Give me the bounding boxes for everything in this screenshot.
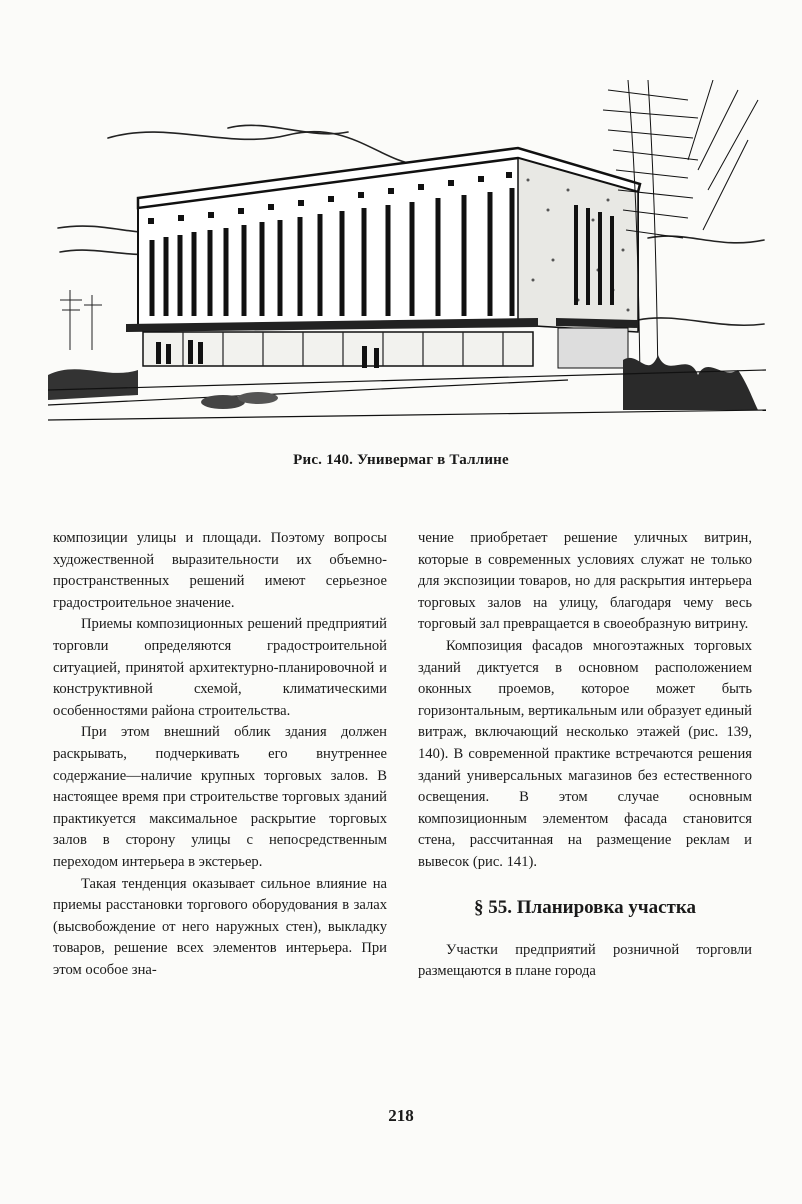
paragraph: чение приобретает решение уличных витрин, которые в современных условиях служат не только для экспозиции товаров, но для раскрытия интерьера торговых залов на улицу, благодаря чему весь торговый зал превращается в своеобразную витрину. [418, 530, 752, 633]
paragraph: Такая тенденция оказывает сильное влияние на приемы расстановки торгового оборудования в залах (высвобождение от него наружных стен), выкладку товаров, решение всех элементов интерьера. При этом особое зна- [53, 875, 387, 978]
paragraph: Композиция фасадов многоэтажных торговых зданий диктуется в основном расположением оконных проемов, которое может быть горизонтальным, вертикальным или образует единый витраж, включающий несколько этажей (рис. 139, 140). В современной практике встречаются решения зданий универсальных магазинов без естественного освещения. В этом случае основным композиционным элементом фасада становится стена, рассчитанная на размещение реклам и вывесок (рис. 141). [418, 637, 752, 870]
paragraph: Участки предприятий розничной торговли размещаются в плане города [418, 941, 752, 980]
paragraph: При этом внешний облик здания должен раскрывать, подчеркивать его внутреннее содержание—наличие крупных торговых залов. В настоящее время при строительстве торговых зданий практикуется максимальное раскрытие торговых залов в сторону улицы с непосредственным переходом интерьера в экстерьер. [53, 724, 387, 870]
paragraph: композиции улицы и площади. Поэтому вопросы художественной выразительности их объемно-пространственных решений имеют серьезное градостроительное значение. [53, 530, 387, 611]
section-heading: § 55. Планировка участка [474, 896, 696, 918]
right-text-column [418, 528, 752, 983]
department-store-illustration [48, 80, 766, 440]
paragraph: Приемы композиционных решений предприятий торговли определяются градостроительной ситуацией, принятой архитектурно-планировочной и конструктивной схемой, климатическими особенностями района строительства. [53, 616, 387, 719]
left-text-column [53, 528, 387, 981]
page-number: 218 [388, 1106, 414, 1125]
figure-caption: Рис. 140. Универмаг в Таллине [293, 452, 509, 468]
